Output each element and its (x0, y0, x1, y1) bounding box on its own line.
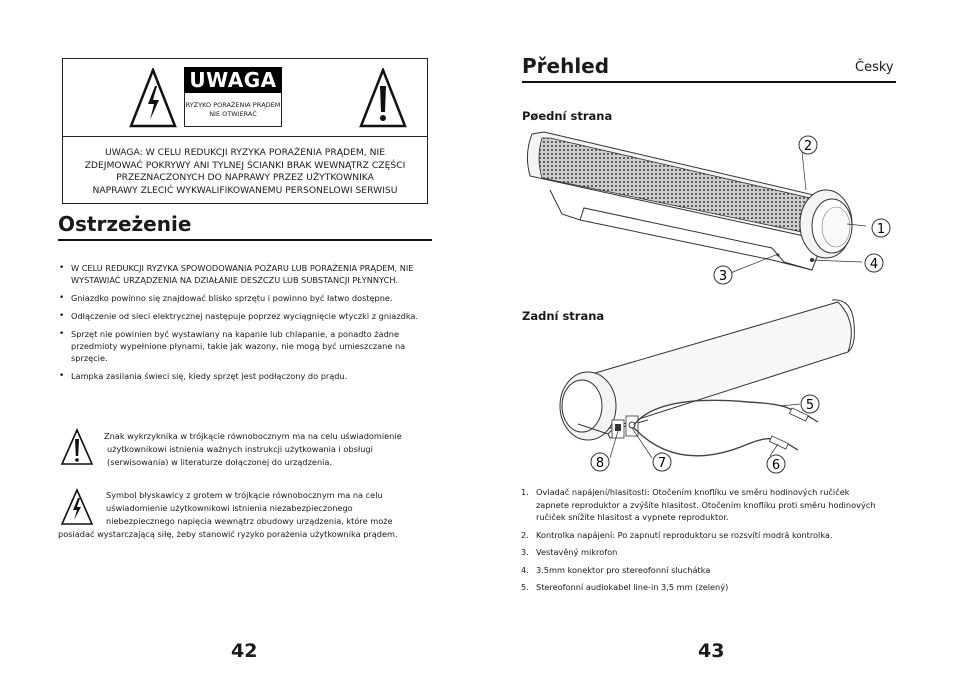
warning-text: UWAGA: W CELU REDUKCJI RYZYKA PORAŻENIA PRĄDEM, NIE ZDEJMOWAĆ POKRYWY ANI TYLNEJ ŚCIANKI BRAK WEWNĄTRZ CZĘŚCI PRZEZNACZONYCH DO NAPRAWY PRZEZ UŻYTKOWNIKA NAPRAWY ZLECIĆ WYKWALIFIKOWANEMU PERSONELOWI SERWISU (84, 147, 406, 196)
callout-2: 2 (803, 139, 813, 154)
exclamation-warning-icon (359, 68, 407, 128)
lightning-warning-icon (129, 68, 177, 128)
page-number-left: 42 (231, 640, 258, 662)
callout-3: 3 (718, 269, 728, 284)
back-view-heading: Zadní strana (522, 309, 605, 323)
list-item: • Gniazdko powinno się znajdować blisko sprzętu i powinno być łatwo dostępne. (58, 292, 430, 304)
note-exclamation: Znak wykrzyknika w trójkącie równobocznym ma na celu uświadomienie użytkownikowi istnienia ważnych instrukcji użytkowania i obsługi (serwisowania) w literaturze dołączonej do urządzenia. (104, 431, 402, 467)
list-item: • Lampka zasilania świeci się, kiedy sprzęt jest podłączony do prądu. (58, 370, 430, 382)
list-item: • W CELU REDUKCJI RYZYKA SPOWODOWANIA POŻARU LUB PORAŻENIA PRĄDEM, NIE WYSTAWIAĆ URZĄDZENIA NA DZIAŁANIE DESZCZU LUB SUBSTANCJI PŁYNNYCH. (58, 262, 430, 286)
callout-4: 4 (869, 257, 879, 272)
warning-bullet-list (58, 262, 430, 388)
warning-box-top (63, 59, 427, 137)
callout-7: 7 (657, 456, 667, 471)
cable-plug-lower (769, 436, 798, 450)
list-item: 5. Stereofonní audiokabel line-in 3,5 mm (zelený) (521, 582, 729, 592)
uwaga-label: UWAGA (184, 67, 282, 93)
speaker-front-illustration (522, 124, 900, 288)
callout-8: 8 (595, 456, 605, 471)
callout-1: 1 (876, 222, 886, 237)
list-item: 4. 3.5mm konektor pro stereofonní sluchátka (521, 564, 711, 575)
list-item: 3. Vestavěný mikrofon (521, 547, 618, 557)
list-item: • Odłączenie od sieci elektrycznej następuje poprzez wyciągnięcie wtyczki z gniazdka. (58, 310, 430, 322)
uwaga-small-text: RYZYKO PORAŻENIA PRĄDEM NIE OTWIERAĆ (185, 101, 281, 118)
exclamation-icon (60, 428, 94, 466)
list-item: 1. Ovladač napájení/hlasitosti: Otočením knoflíku ve směru hodinových ručiček zapnete reproduktor a zvýšíte hlasitost. Otočením knoflíku proti směru hodinových ručiček snížíte hlasitost a vypnete reproduktor. (521, 487, 876, 522)
language-label: Česky (855, 60, 894, 75)
page-number-right: 43 (698, 640, 725, 662)
callout-6: 6 (771, 458, 781, 473)
heading-rule-right (522, 81, 896, 83)
callout-5: 5 (805, 398, 815, 413)
section-heading-overview: Přehled (522, 54, 610, 78)
list-item: • Sprzęt nie powinien być wystawiany na kapanie lub chlapanie, a ponadto żadne przedmioty wypełnione płynami, takie jak wazony, nie mogą być umieszczane na sprzęcie. (58, 328, 430, 364)
section-heading-warning: Ostrzeżenie (58, 212, 192, 236)
heading-rule-left (58, 239, 432, 241)
warning-box (62, 58, 428, 204)
speaker-back-illustration (548, 294, 858, 476)
front-view-heading: Pøední strana (522, 109, 613, 123)
note-lightning: Symbol błyskawicy z grotem w trójkącie równobocznym ma na celu uświadomienie użytkownikowi istnienia niezabezpieczonego niebezpiecznego napięcia wewnątrz obudowy urządzenia, które może posiadać wystarczającą siłę, żeby stanowić ryzyko porażenia użytkownika prądem. (58, 490, 398, 539)
feature-list (521, 486, 901, 599)
list-item: 2. Kontrolka napájení: Po zapnutí reproduktoru se rozsvítí modrá kontrolka. (521, 529, 833, 540)
